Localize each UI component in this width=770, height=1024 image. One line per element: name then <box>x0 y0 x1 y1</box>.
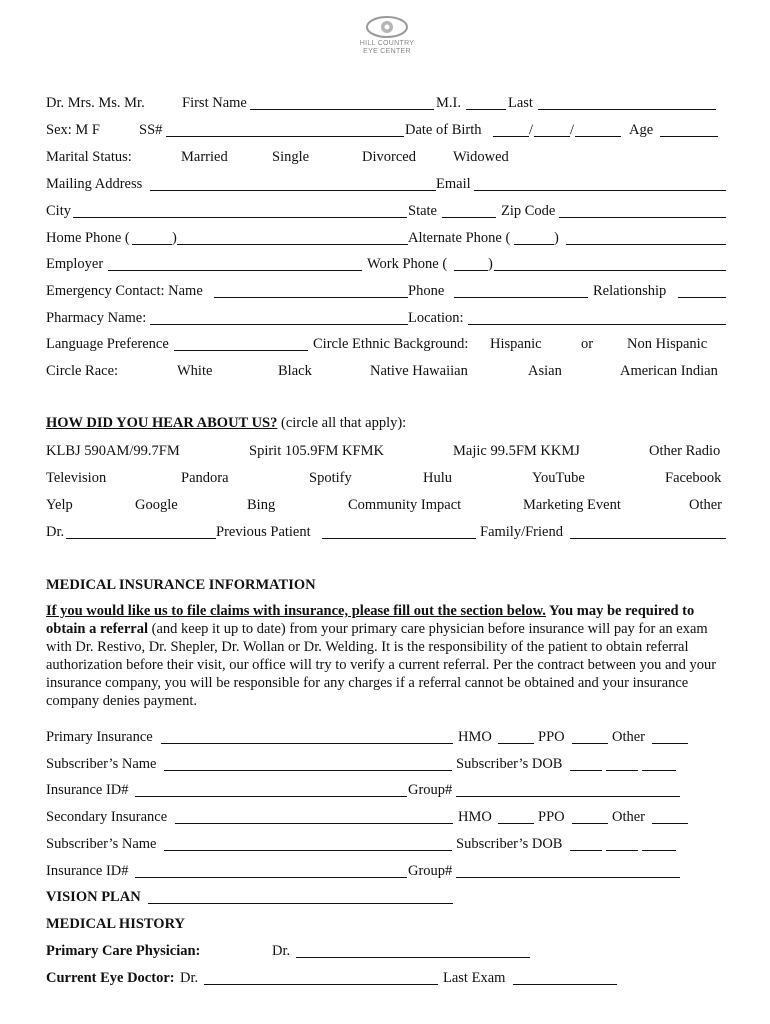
secondary-sub-dob-label: Subscriber’s DOB <box>456 836 563 852</box>
hear-heading-row <box>46 414 736 432</box>
alt-phone-label: Alternate Phone ( <box>408 230 511 246</box>
emergency-phone-label: Phone <box>408 283 445 299</box>
secondary-subscriber-row <box>46 835 736 853</box>
primary-hmo-field[interactable] <box>498 743 534 744</box>
secondary-id-field[interactable] <box>135 877 407 878</box>
secondary-ppo-label: PPO <box>538 809 565 825</box>
pharmacy-row <box>46 309 736 327</box>
secondary-group-field[interactable] <box>456 877 680 878</box>
hear-google[interactable]: Google <box>135 497 178 513</box>
hear-heading <box>46 414 406 432</box>
hear-yelp[interactable]: Yelp <box>46 497 73 513</box>
hear-television[interactable]: Television <box>46 470 107 486</box>
hear-row-1 <box>46 442 736 460</box>
primary-insurance-label: Primary Insurance <box>46 729 153 745</box>
mi-label: M.I. <box>436 95 461 111</box>
location-field[interactable] <box>468 324 726 325</box>
pcp-dr-label: Dr. <box>272 943 291 959</box>
primary-hmo-label: HMO <box>458 729 492 745</box>
primary-sub-dob-label: Subscriber’s DOB <box>456 756 563 772</box>
secondary-other-field[interactable] <box>652 823 688 824</box>
first-name-field[interactable] <box>250 109 434 110</box>
hear-row-4 <box>46 523 736 541</box>
work-phone-label: Work Phone ( <box>367 256 448 272</box>
primary-subscriber-row <box>46 755 736 773</box>
home-phone-field[interactable] <box>177 244 408 245</box>
primary-group-field[interactable] <box>456 796 680 797</box>
vision-field[interactable] <box>148 903 453 904</box>
emergency-label: Emergency Contact: Name <box>46 283 203 299</box>
hear-previous-field[interactable] <box>322 538 476 539</box>
primary-subscriber-label: Subscriber’s Name <box>46 756 157 772</box>
marital-married[interactable]: Married <box>181 149 228 165</box>
pharmacy-field[interactable] <box>150 324 408 325</box>
primary-id-row <box>46 781 736 799</box>
hear-family-field[interactable] <box>570 538 726 539</box>
dob-label: Date of Birth <box>405 122 482 138</box>
insurance-paragraph <box>46 602 726 710</box>
hear-bing[interactable]: Bing <box>247 497 276 513</box>
primary-sub-dob-month[interactable] <box>570 770 602 771</box>
home-area-field[interactable] <box>132 244 172 245</box>
work-paren-close: ) <box>488 256 493 272</box>
dob-year-field[interactable] <box>575 136 621 137</box>
relationship-label: Relationship <box>593 283 667 299</box>
state-label: State <box>408 203 437 219</box>
state-field[interactable] <box>442 217 496 218</box>
marital-single[interactable]: Single <box>272 149 310 165</box>
mailing-field[interactable] <box>150 190 436 191</box>
city-label: City <box>46 203 71 219</box>
hear-facebook[interactable]: Facebook <box>665 470 722 486</box>
insurance-paragraph-rest: (and keep it up to date) from your primary care physician before insurance will pay for an exam with Dr. Restivo, Dr. Shepler, Dr. Wollan or Dr. Welding. It is the responsibility of the patient to obtain referral authorization before their visit, our office will try to verify a current referral. Per the contract between you and your insurance company, you will be responsible for any charges if a referral cannot be obtained and your insurance company denies payment. <box>46 621 717 709</box>
primary-ppo-label: PPO <box>538 729 565 745</box>
emergency-name-field[interactable] <box>214 297 408 298</box>
race-row <box>46 362 736 380</box>
hear-family-label: Family/Friend <box>480 524 563 540</box>
secondary-id-label: Insurance ID# <box>46 863 129 879</box>
pcp-row <box>46 942 736 960</box>
emergency-phone-field[interactable] <box>454 297 588 298</box>
zip-field[interactable] <box>559 217 726 218</box>
ethnic-non-hispanic[interactable]: Non Hispanic <box>627 336 708 352</box>
last-name-label: Last <box>508 95 533 111</box>
secondary-subscriber-field[interactable] <box>164 850 452 851</box>
hear-klbj[interactable]: KLBJ 590AM/99.7FM <box>46 443 180 459</box>
secondary-hmo-field[interactable] <box>498 823 534 824</box>
eye-doctor-label: Current Eye Doctor: <box>46 970 175 986</box>
dob-slash-2: / <box>570 122 575 138</box>
dob-month-field[interactable] <box>493 136 529 137</box>
hear-previous-label: Previous Patient <box>216 524 311 540</box>
hear-spirit[interactable]: Spirit 105.9FM KFMK <box>249 443 384 459</box>
hear-majic[interactable]: Majic 99.5FM KKMJ <box>453 443 580 459</box>
hear-community-impact[interactable]: Community Impact <box>348 497 462 513</box>
hear-heading-note: (circle all that apply): <box>277 415 407 431</box>
hear-marketing-event[interactable]: Marketing Event <box>523 497 621 513</box>
ss-label: SS# <box>139 122 163 138</box>
eye-icon <box>365 14 409 40</box>
mailing-row <box>46 175 736 193</box>
ss-field[interactable] <box>166 136 404 137</box>
secondary-sub-dob-year[interactable] <box>642 850 676 851</box>
history-heading: MEDICAL HISTORY <box>46 916 186 932</box>
marital-row <box>46 148 736 166</box>
race-white[interactable]: White <box>177 363 213 379</box>
age-label: Age <box>629 122 654 138</box>
primary-insurance-field[interactable] <box>161 743 453 744</box>
relationship-field[interactable] <box>678 297 726 298</box>
primary-insurance-row <box>46 728 736 746</box>
language-row <box>46 335 736 353</box>
first-name-label: First Name <box>182 95 247 111</box>
mailing-label: Mailing Address <box>46 176 143 192</box>
primary-id-label: Insurance ID# <box>46 782 129 798</box>
primary-subscriber-field[interactable] <box>164 770 452 771</box>
vision-label: VISION PLAN <box>46 889 141 905</box>
pcp-label: Primary Care Physician: <box>46 943 201 959</box>
city-row <box>46 202 736 220</box>
primary-other-field[interactable] <box>652 743 688 744</box>
hear-dr-field[interactable] <box>66 538 216 539</box>
employer-label: Employer <box>46 256 104 272</box>
hear-youtube[interactable]: YouTube <box>532 470 585 486</box>
secondary-group-label: Group# <box>408 863 453 879</box>
home-phone-label: Home Phone ( <box>46 230 130 246</box>
email-field[interactable] <box>474 190 726 191</box>
race-american-indian[interactable]: American Indian <box>620 363 718 379</box>
eye-doctor-field[interactable] <box>204 984 438 985</box>
hear-spotify[interactable]: Spotify <box>309 470 352 486</box>
secondary-ppo-field[interactable] <box>572 823 608 824</box>
primary-ppo-field[interactable] <box>572 743 608 744</box>
sex-options: Sex: M F <box>46 122 100 138</box>
emergency-row <box>46 282 736 300</box>
race-asian[interactable]: Asian <box>528 363 562 379</box>
location-label: Location: <box>408 310 464 326</box>
home-paren-close: ) <box>172 230 177 246</box>
name-row <box>46 94 736 112</box>
hear-other[interactable]: Other <box>689 497 723 513</box>
eye-dr-label: Dr. <box>180 970 199 986</box>
hear-pandora[interactable]: Pandora <box>181 470 229 486</box>
race-native-hawaiian[interactable]: Native Hawaiian <box>370 363 468 379</box>
primary-id-field[interactable] <box>135 796 407 797</box>
marital-divorced[interactable]: Divorced <box>362 149 416 165</box>
hear-dr-label: Dr. <box>46 524 65 540</box>
email-label: Email <box>436 176 471 192</box>
primary-other-label: Other <box>612 729 646 745</box>
dob-slash-1: / <box>529 122 534 138</box>
marital-widowed[interactable]: Widowed <box>453 149 509 165</box>
vision-row <box>46 888 736 906</box>
secondary-subscriber-label: Subscriber’s Name <box>46 836 157 852</box>
primary-sub-dob-day[interactable] <box>606 770 638 771</box>
race-label: Circle Race: <box>46 363 119 379</box>
work-area-field[interactable] <box>454 270 488 271</box>
employer-field[interactable] <box>108 270 362 271</box>
insurance-paragraph-bold-2: You may be required to obtain a referral <box>46 603 695 637</box>
last-exam-field[interactable] <box>513 984 617 985</box>
insurance-heading-row <box>46 576 736 594</box>
marital-label: Marital Status: <box>46 149 132 165</box>
ethnic-label: Circle Ethnic Background: <box>313 336 469 352</box>
alt-phone-field[interactable] <box>566 244 726 245</box>
city-field[interactable] <box>73 217 407 218</box>
last-name-field[interactable] <box>538 109 716 110</box>
secondary-sub-dob-day[interactable] <box>606 850 638 851</box>
insurance-heading: MEDICAL INSURANCE INFORMATION <box>46 577 316 593</box>
secondary-insurance-row <box>46 808 736 826</box>
history-heading-row <box>46 915 736 933</box>
secondary-hmo-label: HMO <box>458 809 492 825</box>
logo-line-2: EYE CENTER <box>363 48 411 55</box>
age-field[interactable] <box>660 136 718 137</box>
secondary-id-row <box>46 862 736 880</box>
hear-heading-text: HOW DID YOU HEAR ABOUT US? <box>46 415 278 431</box>
primary-group-label: Group# <box>408 782 453 798</box>
logo-line-1: HILL COUNTRY <box>359 40 415 47</box>
primary-sub-dob-year[interactable] <box>642 770 676 771</box>
secondary-insurance-label: Secondary Insurance <box>46 809 168 825</box>
mi-field[interactable] <box>466 109 506 110</box>
ethnic-or: or <box>581 336 594 352</box>
dob-day-field[interactable] <box>534 136 570 137</box>
ethnic-hispanic[interactable]: Hispanic <box>490 336 542 352</box>
language-label: Language Preference <box>46 336 169 352</box>
pharmacy-label: Pharmacy Name: <box>46 310 147 326</box>
hear-other-radio[interactable]: Other Radio <box>649 443 721 459</box>
secondary-sub-dob-month[interactable] <box>570 850 602 851</box>
race-black[interactable]: Black <box>278 363 312 379</box>
hear-hulu[interactable]: Hulu <box>423 470 452 486</box>
work-phone-field[interactable] <box>494 270 726 271</box>
insurance-paragraph-bold-1: If you would like us to file claims with insurance, please fill out the section below. <box>46 603 546 619</box>
employer-row <box>46 255 736 273</box>
hear-row-2 <box>46 469 736 487</box>
hear-row-3 <box>46 496 736 514</box>
alt-area-field[interactable] <box>514 244 554 245</box>
eye-doctor-row <box>46 969 736 987</box>
zip-label: Zip Code <box>501 203 556 219</box>
logo <box>342 14 432 56</box>
pcp-field[interactable] <box>296 957 530 958</box>
secondary-other-label: Other <box>612 809 646 825</box>
alt-paren-close: ) <box>554 230 559 246</box>
language-field[interactable] <box>174 350 308 351</box>
phone-row <box>46 229 736 247</box>
secondary-insurance-field[interactable] <box>175 823 453 824</box>
last-exam-label: Last Exam <box>443 970 506 986</box>
sex-row <box>46 121 736 139</box>
title-options: Dr. Mrs. Ms. Mr. <box>46 95 145 111</box>
